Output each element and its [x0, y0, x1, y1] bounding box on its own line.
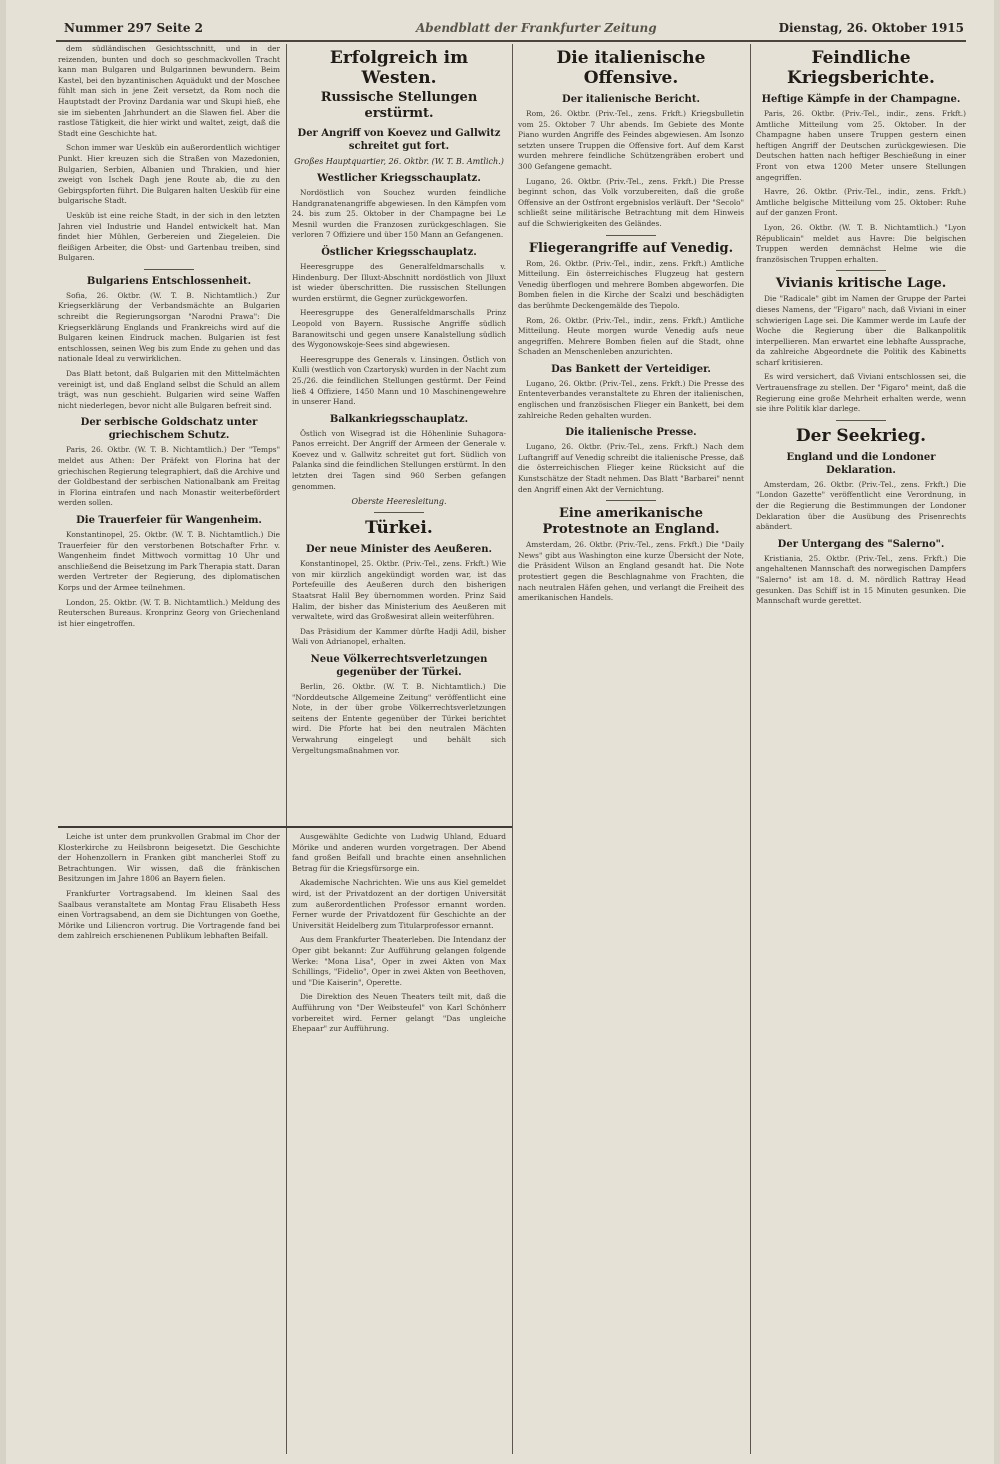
masthead: [56, 18, 966, 42]
article-paragraph: Akademische Nachrichten. Wie uns aus Kiel gemeldet wird, ist der Privatdozent an der dortigen Universität zum außerordentlichen Professor ernannt worden. Ferner wurde der Privatdozent für Geschichte an der Universität Heidelberg zum Titularprofessor ernannt.: [292, 878, 506, 930]
article-paragraph: Kristiania, 25. Oktbr. (Priv.-Tel., zens. Frkft.) Die angehaltenen Mannschaft des norwegischen Dampfers "Salerno" ist am 18. d. M. nördlich Rattray Head gesunken. Das Schiff ist in 15 Minuten gesunken. Die Mannschaft wurde gerettet.: [756, 553, 966, 606]
article-paragraph: Frankfurter Vortragsabend. Im kleinen Saal des Saalbaus veranstaltete am Montag Frau Elisabeth Hess einen Vortragsabend, an dem sie Dichtungen von Goethe, Mörike und Liliencron vortrug. Die Vortragende fand bei dem zahlreich erschienenen Publikum lebhaften Beifall.: [58, 888, 280, 941]
issue-number: Nummer 297 Seite 2: [64, 21, 204, 35]
feuilleton-divider: [58, 826, 512, 828]
article-paragraph: Lugano, 26. Oktbr. (Priv.-Tel., zens. Frkft.) Nach dem Luftangriff auf Venedig schreibt die italienische Presse, daß die österreichischen Flieger keine Rücksicht auf die Kunstschätze der Stadt nehmen. Das Blatt "Barbarei" nennt den Angriff einen Akt der Vernichtung.: [518, 442, 744, 494]
article-paragraph: Das Blatt betont, daß Bulgarien mit den Mittelmächten vereinigt ist, und daß England selbst die Schuld an allem trägt, was nun geschieht. Bulgarien wird seine Waffen nicht niederlegen, bevor nicht alle Bulgaren befreit sind.: [58, 369, 280, 410]
article-paragraph: Ausgewählte Gedichte von Ludwig Uhland, Eduard Mörike und anderen wurden vorgetragen. Der Abend fand großen Beifall und brachte einen ansehnlichen Betrag für die Kriegsfürsorge ein.: [292, 832, 506, 873]
article-paragraph: Heeresgruppe des Generalfeldmarschalls v. Hindenburg. Der Illuxt-Abschnitt nordöstlich von Jlluxt ist wieder überschritten. Die russischen Stellungen wurden erstürmt, die Gegner zurückgeworfen.: [292, 261, 506, 303]
headline-american-protest: Eine amerikanische Protestnote an England.: [542, 506, 720, 538]
section-west: Westlicher Kriegsschauplatz.: [317, 173, 481, 184]
article-paragraph: Uesküb ist eine reiche Stadt, in der sich in den letzten Jahren viel Industrie und Handel entwickelt hat. Man findet hier Mühlen, Gerbereien und Ziegeleien. Die fleißigen Arbeiter, die Obst- und Gartenbau treiben, sind Bulgaren.: [58, 210, 280, 263]
column-1: [58, 44, 280, 824]
headline-violations: Neue Völkerrechtsverletzungen gegenüber der Türkei.: [310, 654, 488, 678]
subheadline-attack: Der Angriff von Koevez und Gallwitz schreitet gut fort.: [297, 128, 501, 152]
paper-title: Abendblatt der Frankfurter Zeitung: [416, 21, 657, 35]
article-paragraph: Lugano, 26. Oktbr. (Priv.-Tel., zens. Frkft.) Die Presse beginnt schon, das Volk vorzubereiten, daß die große Offensive an der Ostfront ergebnislos verläuft. Der "Secolo" schließt seine militärische Betrachtung mit dem Hinweis auf die Schwierigkeiten des Geländes.: [518, 176, 744, 228]
headline-enemy-reports: Feindliche Kriegsberichte.: [787, 48, 935, 88]
article-paragraph: Amsterdam, 26. Oktbr. (Priv.-Tel., zens. Frkft.) Die "Daily News" gibt aus Washington eine kurze Übersicht der Note, die Präsident Wilson an England gesandt hat. Die Note protestiert gegen die Beschlagnahme von Frachten, die nach neutralen Häfen gehen, und verlangt die Freiheit des amerikanischen Handels.: [518, 540, 744, 603]
article-paragraph: Rom, 26. Oktbr. (Priv.-Tel., zens. Frkft.) Kriegsbulletin vom 25. Oktober 7 Uhr abends. Im Gebiete des Monte Piano wurden Angriffe des Feindes abgewiesen. Am Isonzo setzten unsere Truppen die Offensive fort. Auf dem Karst wurden mehrere feindliche Schützengräben erobert und 300 Gefangene gemacht.: [518, 109, 744, 171]
article-paragraph: Lyon, 26. Oktbr. (W. T. B. Nichtamtlich.) "Lyon Républicain" meldet aus Havre: Die belgischen Truppen werden demnächst Helme wie die französischen Truppen erhalten.: [756, 222, 966, 264]
article-paragraph: Heeresgruppe des Generalfeldmarschalls Prinz Leopold von Bayern. Russische Angriffe südlich Baranowitschi und gegen unsere Kanalstellung südlich des Wygonowskoje-Sees sind abgewiesen.: [292, 308, 506, 350]
column-4: [756, 44, 966, 1444]
article-paragraph: Nordöstlich von Souchez wurden feindliche Handgranatenangriffe abgewiesen. In den Kämpfen vom 24. bis zum 25. Oktober in der Champagne bei Le Mesnil wurden die Franzosen zurückgeschlagen. Sie verloren 7 Offiziere und über 150 Mann an Gefangenen.: [292, 188, 506, 240]
headline-italian-offensive: Die italienische Offensive.: [556, 48, 706, 88]
headline-viviani: Vivianis kritische Lage.: [775, 276, 947, 292]
article-paragraph: Lugano, 26. Oktbr. (Priv.-Tel., zens. Frkft.) Die Presse des Ententeverbandes veranstaltete zu Ehren der italienischen, englischen und französischen Flieger ein Bankett, bei dem zahlreiche Reden gehalten wurden.: [518, 378, 744, 420]
section-balkan: Balkankriegsschauplatz.: [329, 413, 469, 425]
divider: [836, 420, 886, 421]
column-rule: [286, 44, 287, 1454]
headline-air-attacks: Fliegerangriffe auf Venedig.: [528, 240, 734, 256]
headline-main-west: Erfolgreich im Westen.: [329, 48, 469, 88]
dateline: Großes Hauptquartier, 26. Oktbr. (W. T. B. Amtlich.): [294, 157, 504, 166]
article-paragraph: Konstantinopel, 25. Oktbr. (Priv.-Tel., zens. Frkft.) Wie von mir kürzlich angekündigt worden war, ist das Portefeuille des Aeußeren durch den bisherigen Staatsrat Halil Bey übernommen worden. Prinz Said Halim, der bisher das Ministerium des Aeußeren mit verwaltete, wird das Großwesirat allein weiterführen.: [292, 559, 506, 622]
headline-london-declaration: England und die Londoner Deklaration.: [786, 451, 936, 476]
article-paragraph: Konstantinopel, 25. Oktbr. (W. T. B. Nichtamtlich.) Die Trauerfeier für den verstorbenen Botschafter Frhr. v. Wangenheim findet Mittwoch vormittag 10 Uhr und anschließend die Beisetzung im Park Therapia statt. Daran werden Vertreter der Regierung, des diplomatischen Korps und der Armee teilnehmen.: [58, 529, 280, 592]
article-paragraph: Leiche ist unter dem prunkvollen Grabmal im Chor der Klosterkirche zu Heilsbronn beigesetzt. Die Geschichte der Hohenzollern in Franken gibt mancherlei Stoff zu Betrachtungen. Wir wissen, daß die fränkischen Besitzungen im Jahre 1806 an Bayern fielen.: [58, 832, 280, 884]
issue-date: Dienstag, 26. Oktober 1915: [778, 21, 964, 35]
subheadline-italian-report: Der italienische Bericht.: [562, 94, 700, 105]
divider: [144, 269, 194, 270]
column-rule: [512, 44, 513, 1454]
article-paragraph: dem südländischen Gesichtsschnitt, und in der reizenden, bunten und doch so geschmackvollen Tracht kann man Bulgaren und Bulgarinnen bewundern. Beim Kastel, bei den byzantinischen Aquädukt und der Moschee fühlt man sich in jene Zeit versetzt, da Rom noch die Hauptstadt der Provinz Dardania war und Skupi hieß, ehe sie im siebenten Jahrhundert an die Slawen fiel. Aber die rastlose Tätigkeit, die hier wirkt und waltet, zeigt, daß die Stadt eine Geschichte hat.: [58, 44, 280, 138]
section-east: Östlicher Kriegsschauplatz.: [321, 246, 477, 258]
article-paragraph: Sofia, 26. Oktbr. (W. T. B. Nichtamtlich.) Zur Kriegserklärung der Verbandsmächte an Bulgarien schreibt die Regierungsorgan "Narodni Prawa": Die Kriegserklärung Englands und Frankreichs wird auf die Bulgaren keinen Eindruck machen. Bulgarien ist fest entschlossen, seinen Weg bis zum Ende zu gehen und das nationale Ideal zu verwirklichen.: [58, 290, 280, 364]
headline-banquet: Das Bankett der Verteidiger.: [551, 363, 711, 375]
headline-funeral: Die Trauerfeier für Wangenheim.: [76, 514, 262, 526]
headline-serbian-gold: Der serbische Goldschatz unter griechischem Schutz.: [80, 417, 258, 442]
headline-bulgaria: Bulgariens Entschlossenheit.: [86, 275, 252, 287]
column-rule: [750, 44, 751, 1454]
article-paragraph: Havre, 26. Oktbr. (Priv.-Tel., indir., zens. Frkft.) Amtliche belgische Mitteilung vom 25. Oktober: Ruhe auf der ganzen Front.: [756, 187, 966, 218]
article-paragraph: Aus dem Frankfurter Theaterleben. Die Intendanz der Oper gibt bekannt: Zur Aufführung gelangen folgende Werke: "Mona Lisa", Oper in zwei Akten von Max Schillings, "Fidelio", Oper in zwei Akten von Beethoven, und "Die Kaiserin", Operette.: [292, 935, 506, 987]
divider: [374, 512, 424, 513]
article-paragraph: Paris, 26. Oktbr. (Priv.-Tel., indir., zens. Frkft.) Amtliche Mitteilung vom 25. Oktober. In der Champagne haben unsere Truppen gestern einen heftigen Angriff der Deutschen zurückgewiesen. Die Deutschen hatten nach heftiger Beschießung in einer Front von etwa 1200 Meter unsere Stellungen angegriffen.: [756, 109, 966, 182]
headline-italian-press: Die italienische Presse.: [565, 427, 697, 439]
article-paragraph: Heeresgruppe des Generals v. Linsingen. Östlich von Kulli (westlich von Czartorysk) wurden in der Nacht zum 25./26. die feindlichen Stellungen gestürmt. Der Feind ließ 4 Offiziere, 1450 Mann und 10 Maschinengewehre in unserer Hand.: [292, 354, 506, 407]
subheadline-russian: Russische Stellungen erstürmt.: [320, 90, 478, 121]
article-paragraph: Rom, 26. Oktbr. (Priv.-Tel., indir., zens. Frkft.) Amtliche Mitteilung. Ein österreichisches Flugzeug hat gestern Venedig überflogen und mehrere Bomben abgeworfen. Die Bomben fielen in die Kirche der Scalzi und beschädigten das berühmte Deckengemälde des Tiepolo.: [518, 258, 744, 310]
article-paragraph: Paris, 26. Oktbr. (W. T. B. Nichtamtlich.) Der "Temps" meldet aus Athen: Der Präfekt von Florina hat der griechischen Regierung telegraphiert, daß die Archive und der Goldbestand der serbischen Nationalbank am Freitag in Florina eintrafen und nach Monastir weiterbefördert werden sollen.: [58, 445, 280, 508]
feuilleton-middle: [292, 832, 506, 1452]
headline-minister: Der neue Minister des Aeußeren.: [305, 544, 493, 556]
newspaper-page: [6, 0, 994, 1464]
article-paragraph: Die Direktion des Neuen Theaters teilt mit, daß die Aufführung von "Der Weibsteufel" von Karl Schönherr vorbereitet wird. Ferner gelangt "Das ungleiche Ehepaar" zur Aufführung.: [292, 992, 506, 1034]
article-paragraph: Amsterdam, 26. Oktbr. (Priv.-Tel., zens. Frkft.) Die "London Gazette" veröffentlicht eine Verordnung, in der die Regierung die Bestimmungen der Londoner Deklaration über die Ausübung des Prisenrechts abändert.: [756, 479, 966, 532]
divider: [606, 235, 656, 236]
article-paragraph: Es wird versichert, daß Viviani entschlossen sei, die Vertrauensfrage zu stellen. Der "Figaro" meint, daß die Regierung eine große Mehrheit erhalten werde, wenn sie ihre Politik klar darlege.: [756, 372, 966, 414]
article-paragraph: Die "Radicale" gibt im Namen der Gruppe der Partei dieses Namens, der "Figaro" nach, daß Viviani in einer schwierigen Lage sei. Die Kammer werde im Laufe der Woche die Regierung über die Balkanpolitik interpellieren. Man erwartet eine lebhafte Aussprache, da zahlreiche Abgeordnete die Politik des Kabinetts scharf kritisieren.: [756, 294, 966, 367]
article-paragraph: Berlin, 26. Oktbr. (W. T. B. Nichtamtlich.) Die "Norddeutsche Allgemeine Zeitung" veröffentlicht eine Note, in der über grobe Völkerrechtsverletzungen seitens der Entente gegenüber der Türkei berichtet wird. Die Pforte hat bei den neutralen Mächten Verwahrung eingelegt und behält sich Vergeltungsmaßnahmen vor.: [292, 682, 506, 755]
article-paragraph: Rom, 26. Oktbr. (Priv.-Tel., indir., zens. Frkft.) Amtliche Mitteilung. Heute morgen wurde Venedig aufs neue angegriffen. Mehrere Bomben fielen auf die Stadt, ohne Schaden an Menschenleben anzurichten.: [518, 315, 744, 357]
feuilleton-left: [58, 832, 280, 1452]
headline-turkey: Türkei.: [365, 518, 433, 539]
article-paragraph: Schon immer war Uesküb ein außerordentlich wichtiger Punkt. Hier kreuzen sich die Straßen von Mazedonien, Bulgarien, Serbien, Albanien und Thrakien, und hier zweigt von Ischek Dagh jene Route ab, die zu den Gebirgspforten führt. Die Bulgaren halten Uesküb für eine bulgarische Stadt.: [58, 143, 280, 206]
headline-salerno: Der Untergang des "Salerno".: [777, 538, 945, 550]
article-paragraph: Östlich von Wisegrad ist die Höhenlinie Suhagora-Panos erreicht. Der Angriff der Armeen der Generale v. Koevez und v. Gallwitz schreitet gut fort. Südlich von Palanka sind die feindlichen Stellungen erstürmt. In den letzten drei Tagen sind 960 Serben gefangen genommen.: [292, 428, 506, 491]
column-2: [292, 44, 506, 824]
divider: [606, 500, 656, 501]
subheadline-champagne: Heftige Kämpfe in der Champagne.: [761, 94, 961, 105]
article-paragraph: London, 25. Oktbr. (W. T. B. Nichtamtlich.) Meldung des Reuterschen Bureaus. Kronprinz Georg von Griechenland ist hier eingetroffen.: [58, 597, 280, 628]
article-paragraph: Das Präsidium der Kammer dürfte Hadji Adil, bisher Wali von Adrianopel, erhalten.: [292, 626, 506, 647]
headline-naval-war: Der Seekrieg.: [795, 425, 927, 446]
column-3: [518, 44, 744, 1444]
signature: Oberste Heeresleitung.: [351, 497, 447, 507]
divider: [836, 270, 886, 271]
